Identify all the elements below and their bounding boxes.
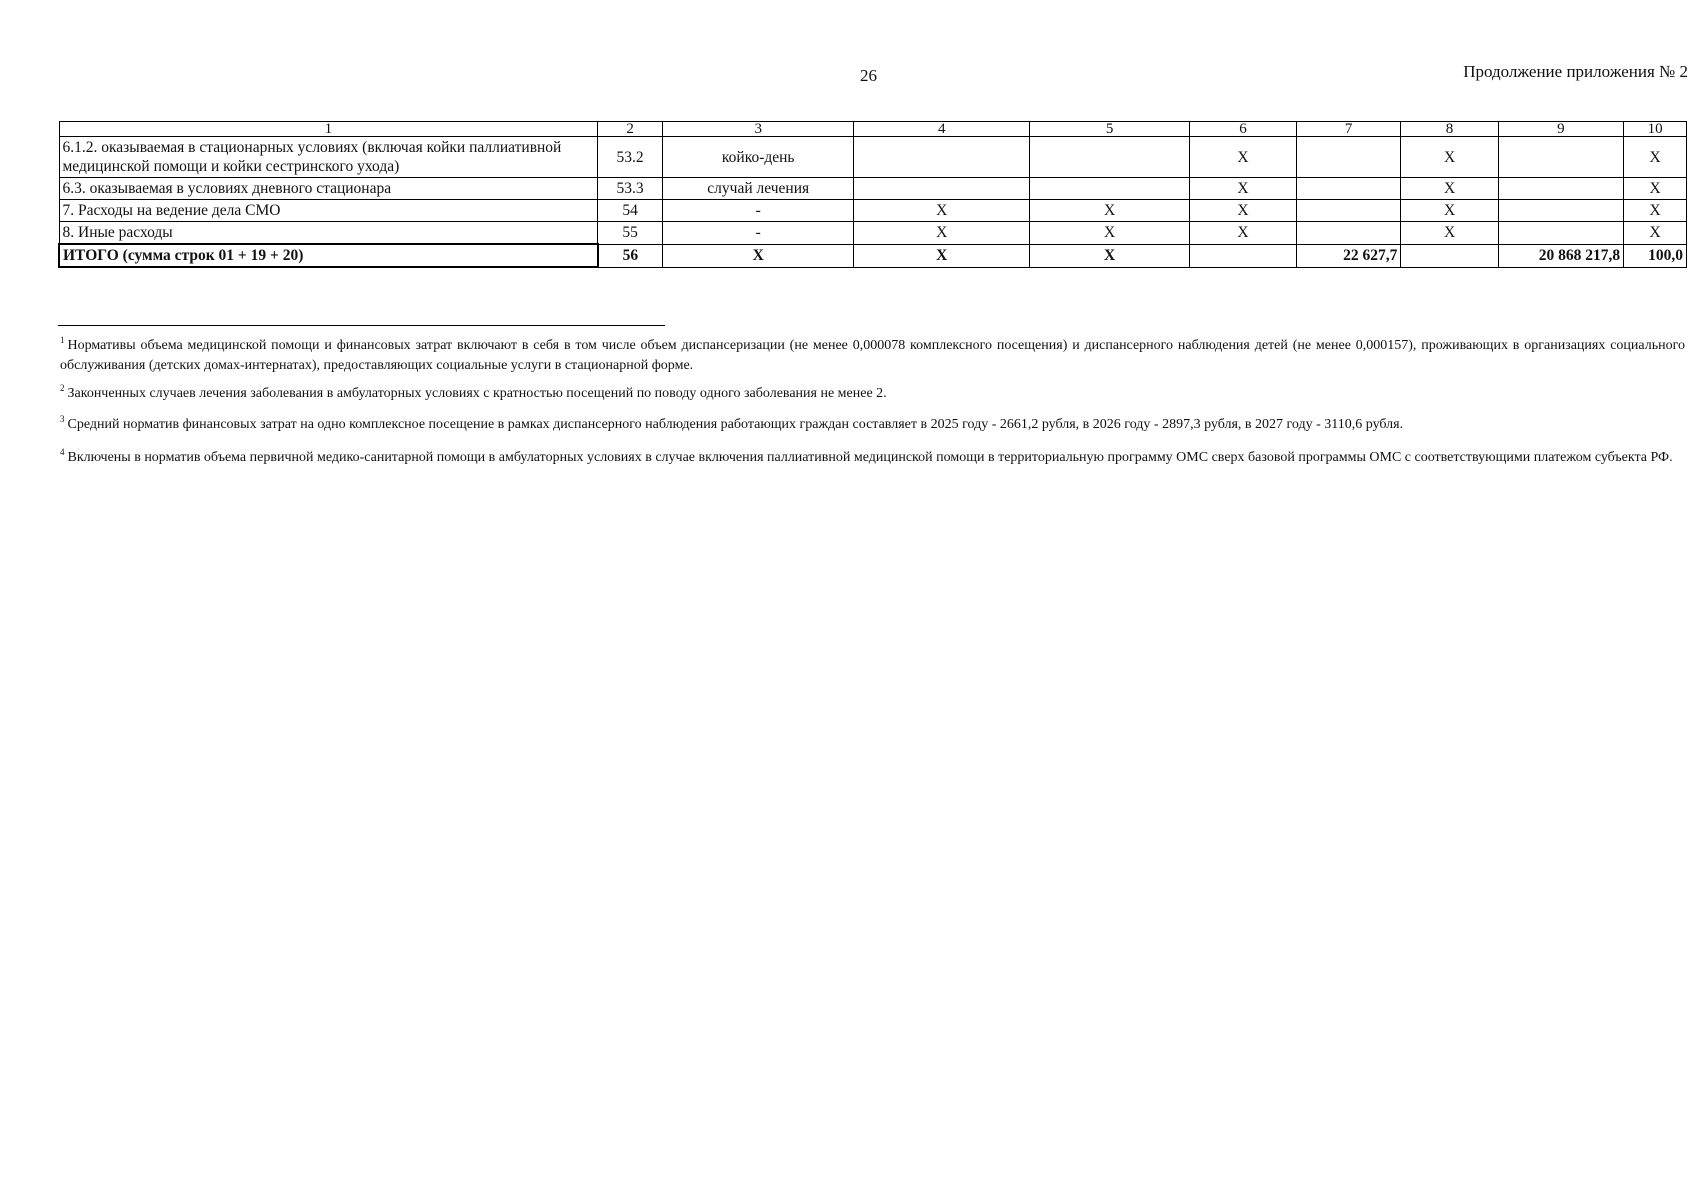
row-cell — [1296, 137, 1401, 178]
row-cell: X — [1624, 137, 1687, 178]
row-code: 54 — [598, 200, 663, 222]
row-cell — [1190, 244, 1297, 267]
row-cell: X — [1624, 178, 1687, 200]
row-cell: X — [1190, 200, 1297, 222]
row-cell — [1296, 178, 1401, 200]
row-cell: X — [1030, 244, 1190, 267]
page-number: 26 — [860, 66, 877, 85]
total-amount-cell: 22 627,7 — [1296, 244, 1401, 267]
total-row-name: ИТОГО (сумма строк 01 + 19 + 20) — [59, 244, 598, 267]
column-header: 9 — [1498, 122, 1624, 137]
footnote-divider — [58, 325, 665, 326]
footnote-mark: 4 — [60, 447, 65, 457]
continuation-label: Продолжение приложения № 2 — [1463, 62, 1688, 81]
footnote-mark: 2 — [60, 383, 65, 393]
footnote — [60, 330, 1685, 376]
row-cell: X — [1190, 178, 1297, 200]
row-cell — [1030, 137, 1190, 178]
row-cell — [854, 178, 1030, 200]
row-unit: X — [663, 244, 854, 267]
row-cell — [1498, 137, 1624, 178]
row-cell: X — [854, 200, 1030, 222]
column-header: 8 — [1401, 122, 1498, 137]
row-unit: койко-день — [663, 137, 854, 178]
row-cell: X — [1030, 222, 1190, 245]
row-cell: X — [1624, 222, 1687, 245]
column-header: 4 — [854, 122, 1030, 137]
row-cell — [1498, 178, 1624, 200]
row-cell: X — [1401, 178, 1498, 200]
footnote — [60, 409, 1685, 435]
row-cell — [1498, 222, 1624, 245]
row-unit: случай лечения — [663, 178, 854, 200]
row-cell — [1030, 178, 1190, 200]
table-row — [59, 178, 1687, 200]
row-name: 6.1.2. оказываемая в стационарных условиях (включая койки паллиативной медицинской помощи и койки сестринского ухода) — [59, 137, 598, 178]
row-cell — [1296, 222, 1401, 245]
row-code: 56 — [598, 244, 663, 267]
table-row — [59, 222, 1687, 245]
footnote-text: Средний норматив финансовых затрат на одно комплексное посещение в рамках диспансерного наблюдения работающих граждан составляет в 2025 году - 2661,2 рубля, в 2026 году - 2897,3 рубля, в 2027 году - 3110,6 рубля. — [67, 417, 1404, 432]
column-header: 6 — [1190, 122, 1297, 137]
row-name: 8. Иные расходы — [59, 222, 598, 245]
row-unit: - — [663, 200, 854, 222]
row-cell — [1401, 244, 1498, 267]
row-cell: X — [1401, 200, 1498, 222]
table-row — [59, 137, 1687, 178]
footnote-mark: 3 — [60, 414, 65, 424]
row-name: 7. Расходы на ведение дела СМО — [59, 200, 598, 222]
row-cell: X — [1030, 200, 1190, 222]
column-header: 3 — [663, 122, 854, 137]
row-cell: X — [1190, 222, 1297, 245]
row-cell — [854, 137, 1030, 178]
row-code: 55 — [598, 222, 663, 245]
column-header: 7 — [1296, 122, 1401, 137]
column-header: 5 — [1030, 122, 1190, 137]
table-header-row — [59, 122, 1687, 137]
row-cell: X — [1401, 137, 1498, 178]
footnote — [60, 442, 1685, 468]
total-row — [59, 244, 1687, 267]
footnote-text: Включены в норматив объема первичной медико-санитарной помощи в амбулаторных условиях в случае включения паллиативной медицинской помощи в территориальную программу ОМС сверх базовой программы ОМС с соответствующими платежом субъекта РФ. — [67, 450, 1673, 465]
column-header: 10 — [1624, 122, 1687, 137]
footnote-mark: 1 — [60, 335, 65, 345]
row-cell: X — [854, 244, 1030, 267]
row-cell — [1296, 200, 1401, 222]
row-cell: X — [1624, 200, 1687, 222]
expenses-table — [58, 121, 1687, 268]
column-header: 2 — [598, 122, 663, 137]
row-cell: X — [1401, 222, 1498, 245]
row-unit: - — [663, 222, 854, 245]
row-cell — [1498, 200, 1624, 222]
footnote — [60, 378, 1685, 404]
total-percent-cell: 100,0 — [1624, 244, 1687, 267]
row-code: 53.3 — [598, 178, 663, 200]
row-cell: X — [1190, 137, 1297, 178]
row-code: 53.2 — [598, 137, 663, 178]
total-amount-cell: 20 868 217,8 — [1498, 244, 1624, 267]
table-row — [59, 200, 1687, 222]
footnote-text: Законченных случаев лечения заболевания в амбулаторных условиях с кратностью посещений по поводу одного заболевания не менее 2. — [67, 386, 887, 401]
row-cell: X — [854, 222, 1030, 245]
column-header: 1 — [59, 122, 598, 137]
footnote-text: Нормативы объема медицинской помощи и финансовых затрат включают в себя в том числе объем диспансеризации (не менее 0,000078 комплексного посещения) и диспансерного наблюдения детей (не менее 0,000157), проживающих в организациях социального обслуживания (детских домах-интернатах), предоставляющих социальные услуги в стационарной форме. — [60, 338, 1685, 373]
row-name: 6.3. оказываемая в условиях дневного стационара — [59, 178, 598, 200]
